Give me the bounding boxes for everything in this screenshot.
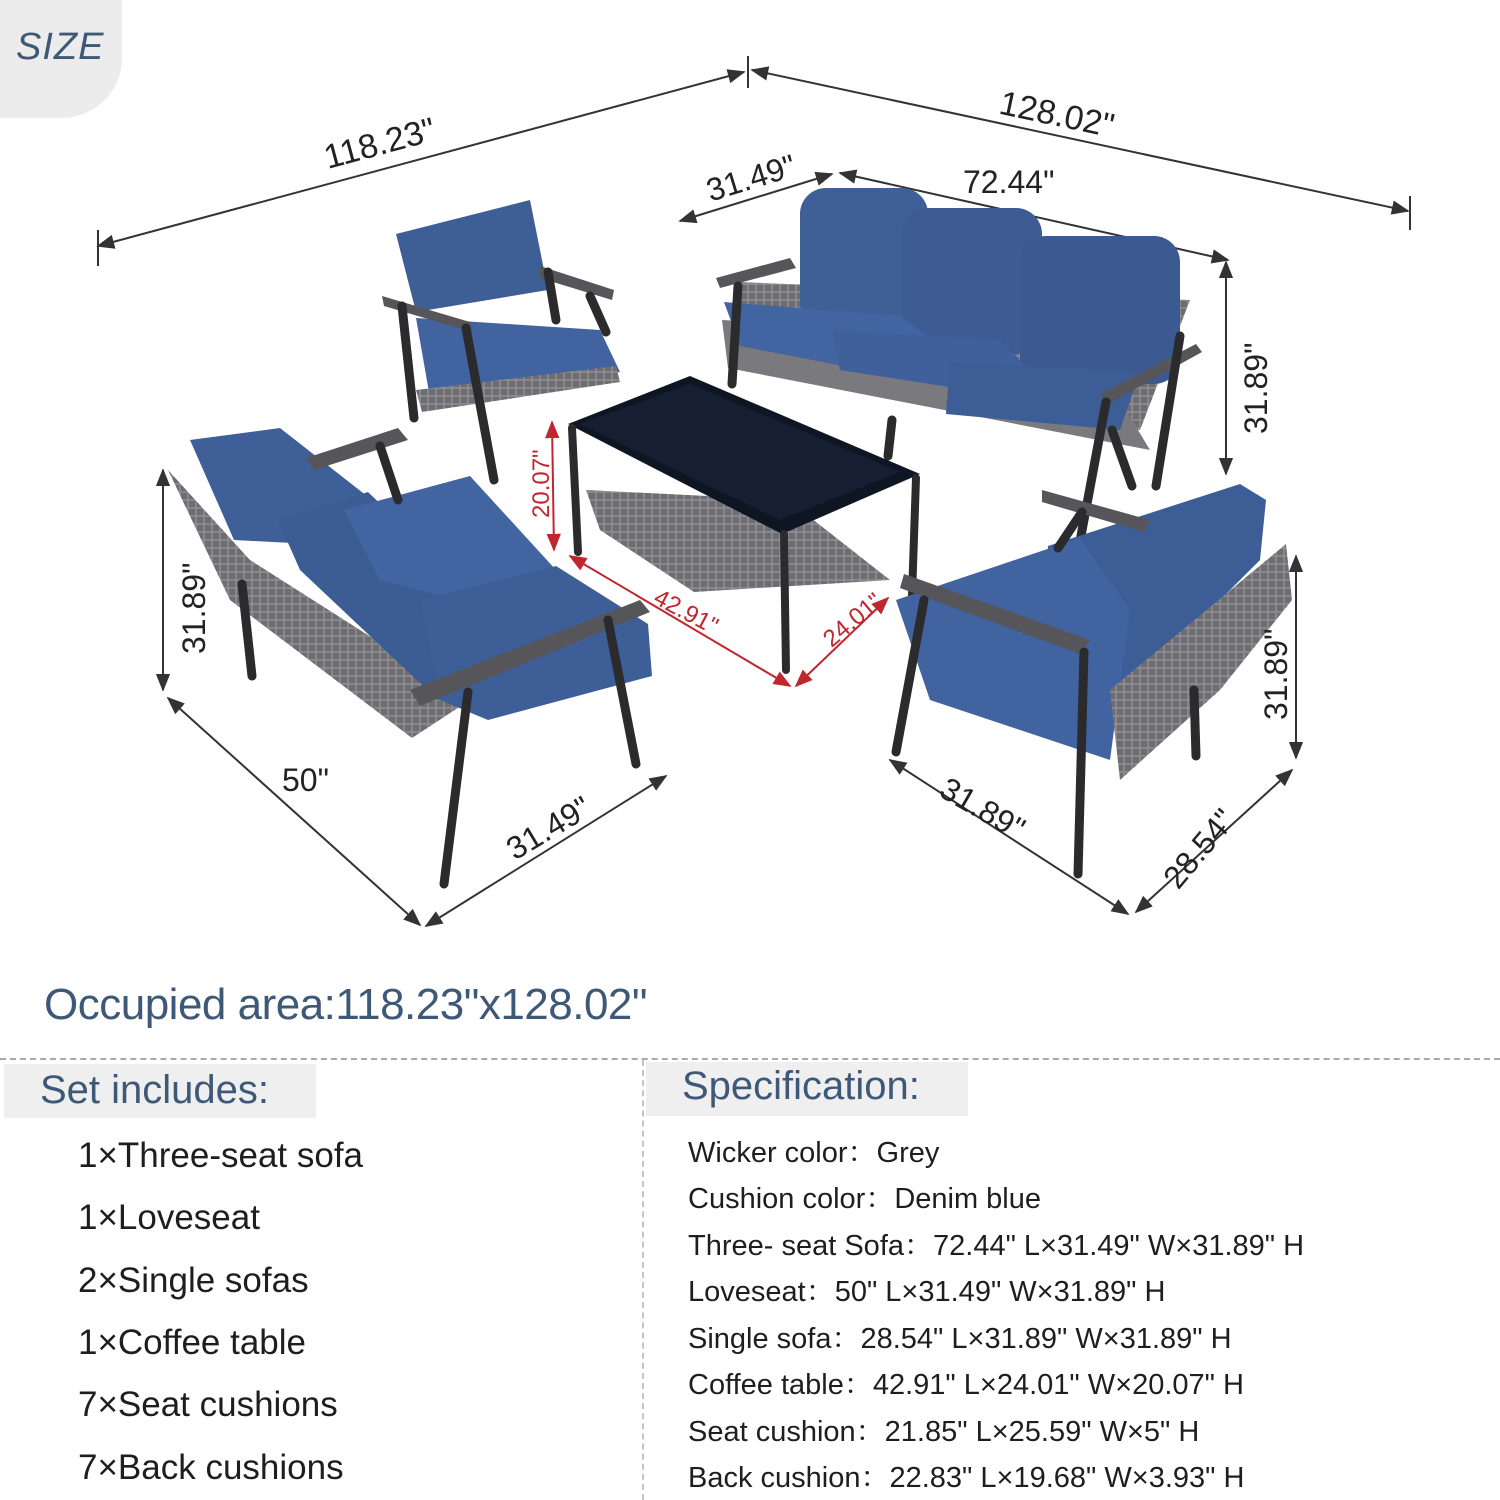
dim-single-width: 31.89"	[934, 770, 1032, 847]
spec-item: Cushion color：Denim blue	[688, 1183, 1041, 1215]
dim-table-width: 24.01"	[818, 587, 888, 653]
set-includes-item: 7×Back cushions	[78, 1448, 344, 1487]
size-badge-label: SIZE	[16, 26, 105, 68]
section-divider-vertical	[642, 1060, 644, 1500]
spec-item: Wicker color：Grey	[688, 1137, 940, 1169]
dim-sofa-height: 31.89"	[1238, 342, 1274, 434]
set-includes-item: 1×Loveseat	[78, 1198, 260, 1237]
set-includes-item: 7×Seat cushions	[78, 1385, 338, 1424]
dim-loveseat-height: 31.89"	[176, 562, 212, 654]
set-includes-item: 1×Three-seat sofa	[78, 1136, 364, 1175]
single-chair-right	[896, 484, 1292, 874]
spec-item: Single sofa：28.54" L×31.89" W×31.89" H	[688, 1323, 1232, 1355]
spec-item: Coffee table：42.91" L×24.01" W×20.07" H	[688, 1369, 1244, 1401]
set-includes-item: 1×Coffee table	[78, 1323, 307, 1362]
spec-item: Seat cushion：21.85" L×25.59" W×5" H	[688, 1416, 1200, 1448]
dim-overall-left: 118.23"	[320, 110, 440, 177]
specification-title: Specification:	[682, 1064, 920, 1108]
dim-sofa-length: 72.44"	[963, 164, 1055, 200]
dim-loveseat-length: 50"	[282, 762, 329, 798]
dim-single-length: 28.54"	[1156, 801, 1243, 896]
spec-item: Loveseat：50" L×31.49" W×31.89" H	[688, 1276, 1166, 1308]
set-includes-title: Set includes:	[40, 1068, 270, 1112]
dim-loveseat-depth: 31.49"	[500, 788, 597, 867]
occupied-area-text: Occupied area:118.23"x128.02"	[44, 980, 648, 1029]
dim-table-height: 20.07"	[528, 449, 555, 518]
dim-single-height: 31.89"	[1258, 628, 1294, 720]
dim-overall-right: 128.02"	[996, 84, 1118, 146]
single-chair-left	[382, 200, 620, 480]
dim-table-length: 42.91"	[649, 584, 723, 641]
set-includes-item: 2×Single sofas	[78, 1261, 309, 1300]
spec-item: Three- seat Sofa：72.44" L×31.49" W×31.89" H	[688, 1230, 1305, 1262]
spec-item: Back cushion：22.83" L×19.68" W×3.93" H	[688, 1462, 1245, 1494]
section-divider-horizontal	[0, 1058, 1500, 1060]
dim-sofa-depth: 31.49"	[702, 147, 800, 209]
